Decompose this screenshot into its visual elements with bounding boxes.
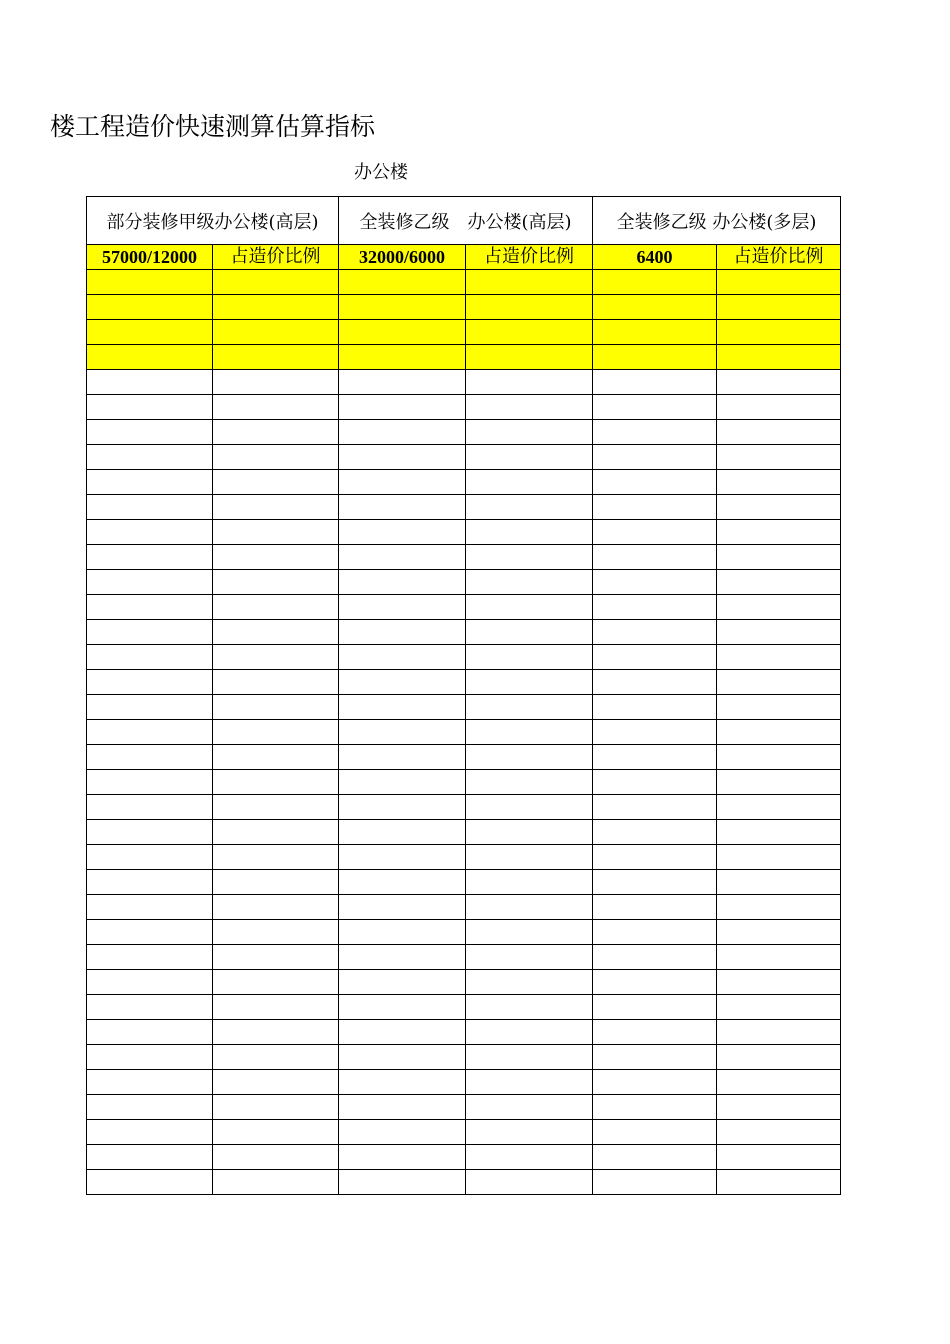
table-cell [466, 320, 593, 345]
table-cell [717, 545, 841, 570]
table-cell [87, 295, 213, 320]
subheader-cell-2: 占造价比例 [213, 245, 339, 270]
table-cell [339, 670, 466, 695]
table-row [87, 945, 841, 970]
table-cell [466, 620, 593, 645]
table-cell [593, 745, 717, 770]
table-row [87, 345, 841, 370]
table-cell [593, 1170, 717, 1195]
table-cell [717, 820, 841, 845]
table-cell [466, 695, 593, 720]
table-cell [213, 370, 339, 395]
table-row [87, 820, 841, 845]
table-cell [466, 820, 593, 845]
table-cell [717, 770, 841, 795]
table-row [87, 720, 841, 745]
table-cell [593, 620, 717, 645]
table-cell [717, 445, 841, 470]
table-cell [593, 345, 717, 370]
table-cell [466, 595, 593, 620]
table-cell [593, 570, 717, 595]
table-row [87, 1145, 841, 1170]
table-cell [717, 695, 841, 720]
table-cell [213, 1045, 339, 1070]
table-cell [339, 345, 466, 370]
table-cell [593, 470, 717, 495]
table-cell [87, 845, 213, 870]
table-cell [717, 295, 841, 320]
table-row [87, 995, 841, 1020]
table-cell [466, 995, 593, 1020]
table-cell [593, 495, 717, 520]
table-row [87, 520, 841, 545]
table-cell [593, 595, 717, 620]
table-cell [87, 1095, 213, 1120]
header-row [87, 197, 841, 245]
table-cell [593, 670, 717, 695]
table-row [87, 870, 841, 895]
table-cell [87, 820, 213, 845]
table-cell [87, 270, 213, 295]
table-row [87, 1095, 841, 1120]
table-cell [339, 1020, 466, 1045]
table-cell [593, 520, 717, 545]
table-cell [87, 770, 213, 795]
table-cell [87, 520, 213, 545]
document-title: 楼工程造价快速测算估算指标 [50, 112, 376, 141]
table-cell [87, 1170, 213, 1195]
table-cell [466, 445, 593, 470]
table-cell [466, 1120, 593, 1145]
table-cell [213, 1120, 339, 1145]
table-cell [213, 595, 339, 620]
table-row [87, 395, 841, 420]
table-cell [717, 420, 841, 445]
table-cell [593, 1020, 717, 1045]
table-cell [466, 545, 593, 570]
table-cell [717, 520, 841, 545]
table-row [87, 795, 841, 820]
table-cell [87, 570, 213, 595]
table-cell [466, 645, 593, 670]
table-cell [339, 1120, 466, 1145]
table-cell [213, 345, 339, 370]
table-cell [466, 270, 593, 295]
table-row [87, 270, 841, 295]
table-cell [87, 620, 213, 645]
table-cell [339, 295, 466, 320]
table-cell [717, 470, 841, 495]
table-cell [466, 920, 593, 945]
table-cell [87, 345, 213, 370]
table-cell [213, 495, 339, 520]
table-cell [339, 620, 466, 645]
table-cell [593, 870, 717, 895]
table-cell [593, 995, 717, 1020]
table-cell [717, 595, 841, 620]
table-row [87, 845, 841, 870]
table-cell [87, 995, 213, 1020]
table-cell [593, 420, 717, 445]
table-cell [717, 1170, 841, 1195]
table-cell [87, 1045, 213, 1070]
table-cell [87, 795, 213, 820]
table-row [87, 745, 841, 770]
table-cell [717, 720, 841, 745]
table-cell [717, 670, 841, 695]
table-cell [339, 520, 466, 545]
table-cell [717, 920, 841, 945]
table-cell [593, 645, 717, 670]
table-cell [717, 745, 841, 770]
table-cell [466, 370, 593, 395]
table-cell [593, 320, 717, 345]
table-cell [466, 1170, 593, 1195]
table-cell [87, 395, 213, 420]
table-cell [213, 945, 339, 970]
table-row [87, 595, 841, 620]
table-cell [717, 570, 841, 595]
table-row [87, 1120, 841, 1145]
table-cell [87, 495, 213, 520]
table-cell [593, 270, 717, 295]
table-cell [87, 370, 213, 395]
table-cell [213, 420, 339, 445]
table-cell [466, 345, 593, 370]
table-cell [593, 545, 717, 570]
table-cell [339, 1095, 466, 1120]
header-cell-2: 全装修乙级 办公楼(高层) [339, 197, 593, 245]
table-cell [466, 1070, 593, 1095]
table-cell [213, 1095, 339, 1120]
table-cell [213, 995, 339, 1020]
table-cell [466, 1045, 593, 1070]
table-cell [466, 970, 593, 995]
table-cell [717, 645, 841, 670]
table-row [87, 320, 841, 345]
table-cell [466, 770, 593, 795]
table-cell [87, 945, 213, 970]
table-cell [213, 270, 339, 295]
table-cell [87, 970, 213, 995]
table-cell [466, 495, 593, 520]
table-cell [87, 470, 213, 495]
table-cell [87, 720, 213, 745]
table-cell [466, 895, 593, 920]
table-cell [339, 895, 466, 920]
table-cell [717, 945, 841, 970]
table-cell [213, 770, 339, 795]
table-cell [593, 1145, 717, 1170]
table-cell [593, 395, 717, 420]
table-cell [717, 1120, 841, 1145]
table-cell [339, 995, 466, 1020]
table-cell [466, 395, 593, 420]
table-cell [213, 670, 339, 695]
table-cell [717, 1145, 841, 1170]
table-cell [87, 745, 213, 770]
table-cell [466, 520, 593, 545]
table-cell [717, 495, 841, 520]
table-cell [717, 970, 841, 995]
table-cell [339, 820, 466, 845]
table-cell [213, 820, 339, 845]
table-row [87, 1170, 841, 1195]
table-cell [593, 770, 717, 795]
table-row [87, 445, 841, 470]
table-cell [717, 320, 841, 345]
table-cell [213, 895, 339, 920]
table-cell [593, 920, 717, 945]
table-cell [213, 470, 339, 495]
table-cell [717, 270, 841, 295]
table-cell [87, 545, 213, 570]
table-cell [466, 570, 593, 595]
table-cell [717, 345, 841, 370]
table-cell [593, 1070, 717, 1095]
table-cell [339, 495, 466, 520]
table-cell [593, 370, 717, 395]
table-cell [213, 695, 339, 720]
table-cell [87, 420, 213, 445]
table-row [87, 1070, 841, 1095]
table-cell [339, 395, 466, 420]
table-cell [339, 270, 466, 295]
table-row [87, 295, 841, 320]
table-cell [339, 420, 466, 445]
table-row [87, 1045, 841, 1070]
table-cell [717, 870, 841, 895]
table-cell [466, 870, 593, 895]
table-cell [213, 620, 339, 645]
table-cell [213, 395, 339, 420]
table-row [87, 620, 841, 645]
table-cell [717, 895, 841, 920]
table-cell [717, 1020, 841, 1045]
table-cell [87, 870, 213, 895]
table-cell [213, 970, 339, 995]
table-cell [339, 370, 466, 395]
table-cell [466, 945, 593, 970]
table-cell [339, 945, 466, 970]
table-cell [466, 670, 593, 695]
table-cell [87, 645, 213, 670]
table-cell [717, 995, 841, 1020]
table-cell [339, 1070, 466, 1095]
table-cell [593, 970, 717, 995]
table-cell [87, 1070, 213, 1095]
table-cell [466, 745, 593, 770]
table-cell [466, 1020, 593, 1045]
table-cell [87, 320, 213, 345]
table-cell [87, 445, 213, 470]
table-cell [213, 320, 339, 345]
table-row [87, 495, 841, 520]
document-subtitle: 办公楼 [354, 162, 408, 183]
table-cell [466, 420, 593, 445]
table-cell [339, 470, 466, 495]
table-cell [213, 920, 339, 945]
table-cell [213, 1145, 339, 1170]
table-cell [593, 720, 717, 745]
table-cell [213, 870, 339, 895]
table-cell [339, 545, 466, 570]
subheader-cell-5: 6400 [593, 245, 717, 270]
table-cell [466, 470, 593, 495]
table-cell [339, 570, 466, 595]
table-cell [717, 1070, 841, 1095]
table-cell [339, 645, 466, 670]
table-row [87, 645, 841, 670]
table-cell [466, 845, 593, 870]
table-cell [213, 795, 339, 820]
table-cell [87, 1020, 213, 1045]
table-cell [717, 1045, 841, 1070]
table-cell [717, 370, 841, 395]
table-cell [339, 1145, 466, 1170]
table-row [87, 370, 841, 395]
table-cell [213, 570, 339, 595]
table-cell [593, 845, 717, 870]
table-row [87, 970, 841, 995]
table-cell [593, 295, 717, 320]
table-cell [339, 745, 466, 770]
table-cell [87, 920, 213, 945]
table-cell [87, 1120, 213, 1145]
subheader-cell-4: 占造价比例 [466, 245, 593, 270]
table-row [87, 420, 841, 445]
subheader-cell-1: 57000/12000 [87, 245, 213, 270]
table-cell [213, 645, 339, 670]
header-cell-1: 部分装修甲级办公楼(高层) [87, 197, 339, 245]
table-cell [339, 920, 466, 945]
cost-index-table [86, 196, 841, 1195]
subheader-cell-6: 占造价比例 [717, 245, 841, 270]
table-row [87, 1020, 841, 1045]
table-cell [339, 720, 466, 745]
table-cell [339, 770, 466, 795]
table-cell [339, 1170, 466, 1195]
subheader-row [87, 245, 841, 270]
table-row [87, 920, 841, 945]
table-cell [593, 795, 717, 820]
table-cell [213, 1020, 339, 1045]
table-cell [593, 1095, 717, 1120]
table-row [87, 670, 841, 695]
table-cell [213, 845, 339, 870]
table-cell [213, 1070, 339, 1095]
table-cell [87, 670, 213, 695]
table-row [87, 770, 841, 795]
table-cell [87, 1145, 213, 1170]
table-cell [466, 720, 593, 745]
table-cell [466, 1145, 593, 1170]
table-cell [339, 845, 466, 870]
subheader-cell-3: 32000/6000 [339, 245, 466, 270]
table-cell [593, 695, 717, 720]
table-cell [87, 695, 213, 720]
table-cell [339, 795, 466, 820]
table-cell [593, 820, 717, 845]
table-cell [339, 870, 466, 895]
table-row [87, 570, 841, 595]
table-cell [213, 295, 339, 320]
table-cell [213, 720, 339, 745]
table-cell [717, 845, 841, 870]
table-cell [213, 1170, 339, 1195]
table-row [87, 545, 841, 570]
table-cell [717, 620, 841, 645]
table-cell [339, 970, 466, 995]
table-cell [213, 745, 339, 770]
table-row [87, 470, 841, 495]
table-cell [87, 595, 213, 620]
table-cell [339, 595, 466, 620]
table-cell [213, 520, 339, 545]
table-cell [466, 295, 593, 320]
table-cell [717, 395, 841, 420]
table-cell [717, 1095, 841, 1120]
table-cell [593, 945, 717, 970]
table-cell [339, 1045, 466, 1070]
table-cell [717, 795, 841, 820]
table-cell [593, 1120, 717, 1145]
table-cell [593, 445, 717, 470]
table-cell [466, 795, 593, 820]
table-cell [466, 1095, 593, 1120]
table-cell [593, 895, 717, 920]
table-row [87, 695, 841, 720]
header-cell-3: 全装修乙级 办公楼(多层) [593, 197, 841, 245]
table-row [87, 895, 841, 920]
table-cell [339, 320, 466, 345]
table-cell [213, 545, 339, 570]
table-cell [87, 895, 213, 920]
table-cell [339, 695, 466, 720]
table-cell [593, 1045, 717, 1070]
table-cell [339, 445, 466, 470]
table-cell [213, 445, 339, 470]
